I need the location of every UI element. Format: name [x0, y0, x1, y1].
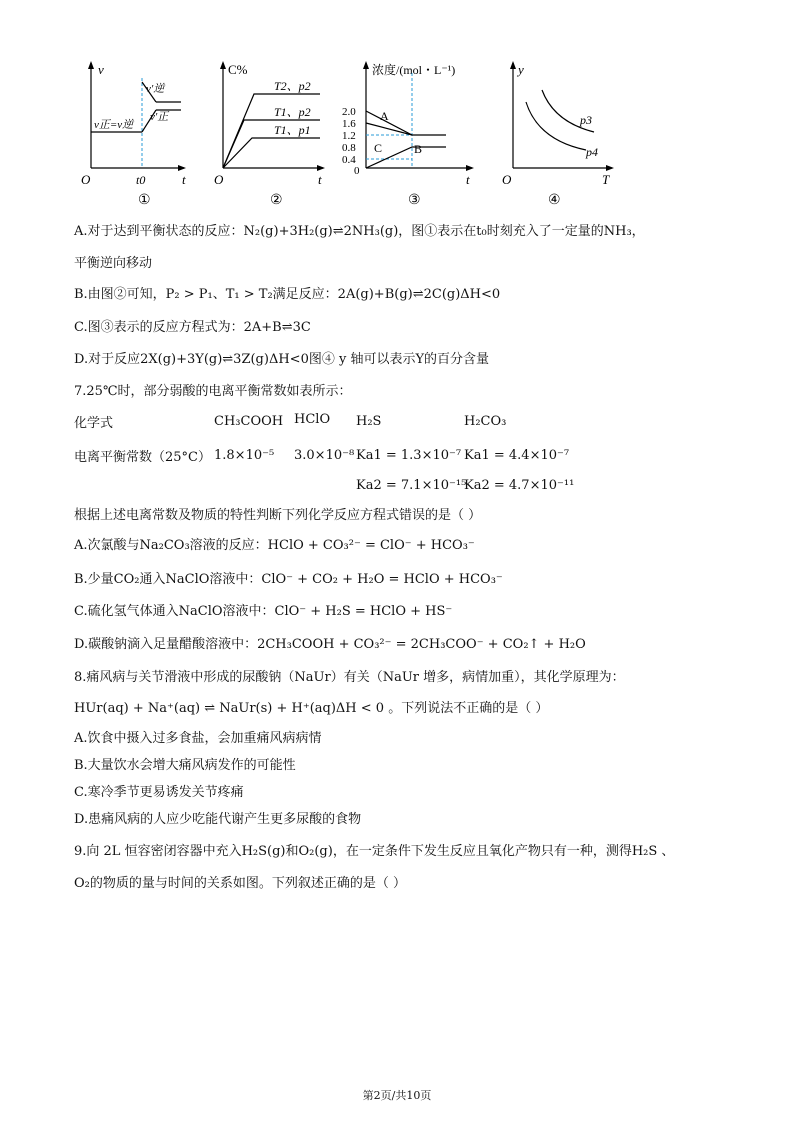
q7-stem: 7.25℃时，部分弱酸的电离平衡常数如表所示：: [74, 384, 352, 399]
q8-option-b: B.大量饮水会增大痛风病发作的可能性: [74, 758, 296, 773]
figure-number: ③: [408, 193, 421, 208]
curve-label-C: C: [374, 141, 383, 155]
q7-formula: H₂CO₃: [464, 414, 507, 429]
q7-formula: CH₃COOH: [214, 414, 284, 429]
label-equal: v正=v逆: [94, 119, 134, 131]
curve-label-B: B: [414, 142, 423, 156]
figure-number: ①: [138, 193, 151, 208]
q7-table-row2-label: 电离平衡常数（25°C）: [74, 450, 211, 465]
q6-option-d: D.对于反应2X(g)+3Y(g)⇌3Z(g)ΔH<0图④ y 轴可以表示Y的百分含量: [74, 352, 490, 367]
curve-label-1: T2、p2: [274, 79, 311, 93]
q8-option-a: A.饮食中摄入过多食盐，会加重痛风病病情: [74, 731, 322, 746]
curve-label-p3: p3: [580, 113, 592, 127]
q7-value: Ka2 = 4.7×10⁻¹¹: [464, 478, 575, 493]
figure-4: [498, 58, 618, 222]
label-v-reverse: v′逆: [146, 83, 165, 95]
q7-value: Ka1 = 1.3×10⁻⁷: [356, 448, 462, 463]
label-v-forward: v′正: [150, 111, 169, 123]
axis-x-label: T: [602, 172, 610, 187]
q8-stem-cont: HUr(aq) + Na⁺(aq) ⇌ NaUr(s) + H⁺(aq)ΔH < 0 。下列说法不正确的是（ ）: [74, 701, 549, 716]
axis-x-label: t: [318, 172, 322, 187]
q9-stem: 9.向 2L 恒容密闭容器中充入H₂S(g)和O₂(g)，在一定条件下发生反应且氧化产物只有一种，测得H₂S 、: [74, 844, 675, 859]
curve-label-3: T1、p1: [274, 123, 311, 137]
figure-2: [208, 58, 328, 222]
q7-formula: H₂S: [356, 414, 382, 429]
axis-y-label: C%: [228, 62, 248, 77]
axis-y-label: y: [518, 62, 524, 77]
axis-x-label: t: [466, 172, 470, 187]
page-footer: 第2页/共10页: [362, 1089, 432, 1102]
tick-label: 0: [354, 165, 360, 177]
tick-label: 0.4: [342, 154, 356, 166]
q7-formula: HClO: [294, 412, 331, 427]
q7-value: Ka1 = 4.4×10⁻⁷: [464, 448, 570, 463]
q7-option-c: C.硫化氢气体通入NaClO溶液中：ClO⁻ + H₂S = HClO + HS⁻: [74, 604, 453, 619]
figure-number: ④: [548, 193, 561, 208]
q9-stem-cont: O₂的物质的量与时间的关系如图。下列叙述正确的是（ ）: [74, 876, 407, 891]
tick-label: 1.6: [342, 118, 356, 130]
q7-option-b: B.少量CO₂通入NaClO溶液中：ClO⁻ + CO₂ + H₂O = HClO + HCO₃⁻: [74, 572, 503, 587]
q8-option-d: D.患痛风病的人应少吃能代谢产生更多尿酸的食物: [74, 812, 362, 827]
q7-option-d: D.碳酸钠滴入足量醋酸溶液中：2CH₃COOH + CO₃²⁻ = 2CH₃COO⁻ + CO₂↑ + H₂O: [74, 637, 586, 652]
q6-option-b: B.由图②可知，P₂ > P₁、T₁ > T₂满足反应：2A(g)+B(g)⇌2C(g)ΔH<0: [74, 287, 501, 302]
figure-3: [336, 58, 476, 222]
label-t0: t0: [136, 173, 146, 187]
origin-label: O: [214, 172, 224, 187]
q6-option-c: C.图③表示的反应方程式为：2A+B⇌3C: [74, 320, 311, 335]
q6-option-a-cont: 平衡逆向移动: [74, 256, 153, 271]
q7-value: Ka2 = 7.1×10⁻¹⁵: [356, 478, 467, 493]
figure-1: [78, 58, 188, 222]
curve-label-A: A: [380, 109, 389, 123]
q7-table-row1-label: 化学式: [74, 416, 114, 431]
q8-option-c: C.寒冷季节更易诱发关节疼痛: [74, 785, 244, 800]
axis-y-label: 浓度/(mol・L⁻¹): [372, 63, 456, 77]
curve-label-2: T1、p2: [274, 105, 311, 119]
origin-label: O: [81, 172, 91, 187]
q7-value: 1.8×10⁻⁵: [214, 448, 275, 463]
tick-label: 0.8: [342, 142, 356, 154]
q8-stem: 8.痛风病与关节滑液中形成的尿酸钠（NaUr）有关（NaUr 增多，病情加重），其化学原理为：: [74, 670, 625, 685]
q7-option-a: A.次氯酸与Na₂CO₃溶液的反应：HClO + CO₃²⁻ = ClO⁻ + HCO₃⁻: [74, 538, 475, 553]
q6-option-a: A.对于达到平衡状态的反应：N₂(g)+3H₂(g)⇌2NH₃(g)，图①表示在t₀时刻充入了一定量的NH₃，: [74, 224, 645, 239]
curve-label-p4: p4: [586, 145, 598, 159]
axis-x-label: t: [182, 172, 186, 187]
origin-label: O: [502, 172, 512, 187]
tick-label: 1.2: [342, 130, 356, 142]
tick-label: 2.0: [342, 106, 356, 118]
q7-value: 3.0×10⁻⁸: [294, 448, 355, 463]
q7-question: 根据上述电离常数及物质的特性判断下列化学反应方程式错误的是（ ）: [74, 508, 482, 523]
figure-number: ②: [270, 193, 283, 208]
axis-y-label: v: [98, 62, 104, 77]
